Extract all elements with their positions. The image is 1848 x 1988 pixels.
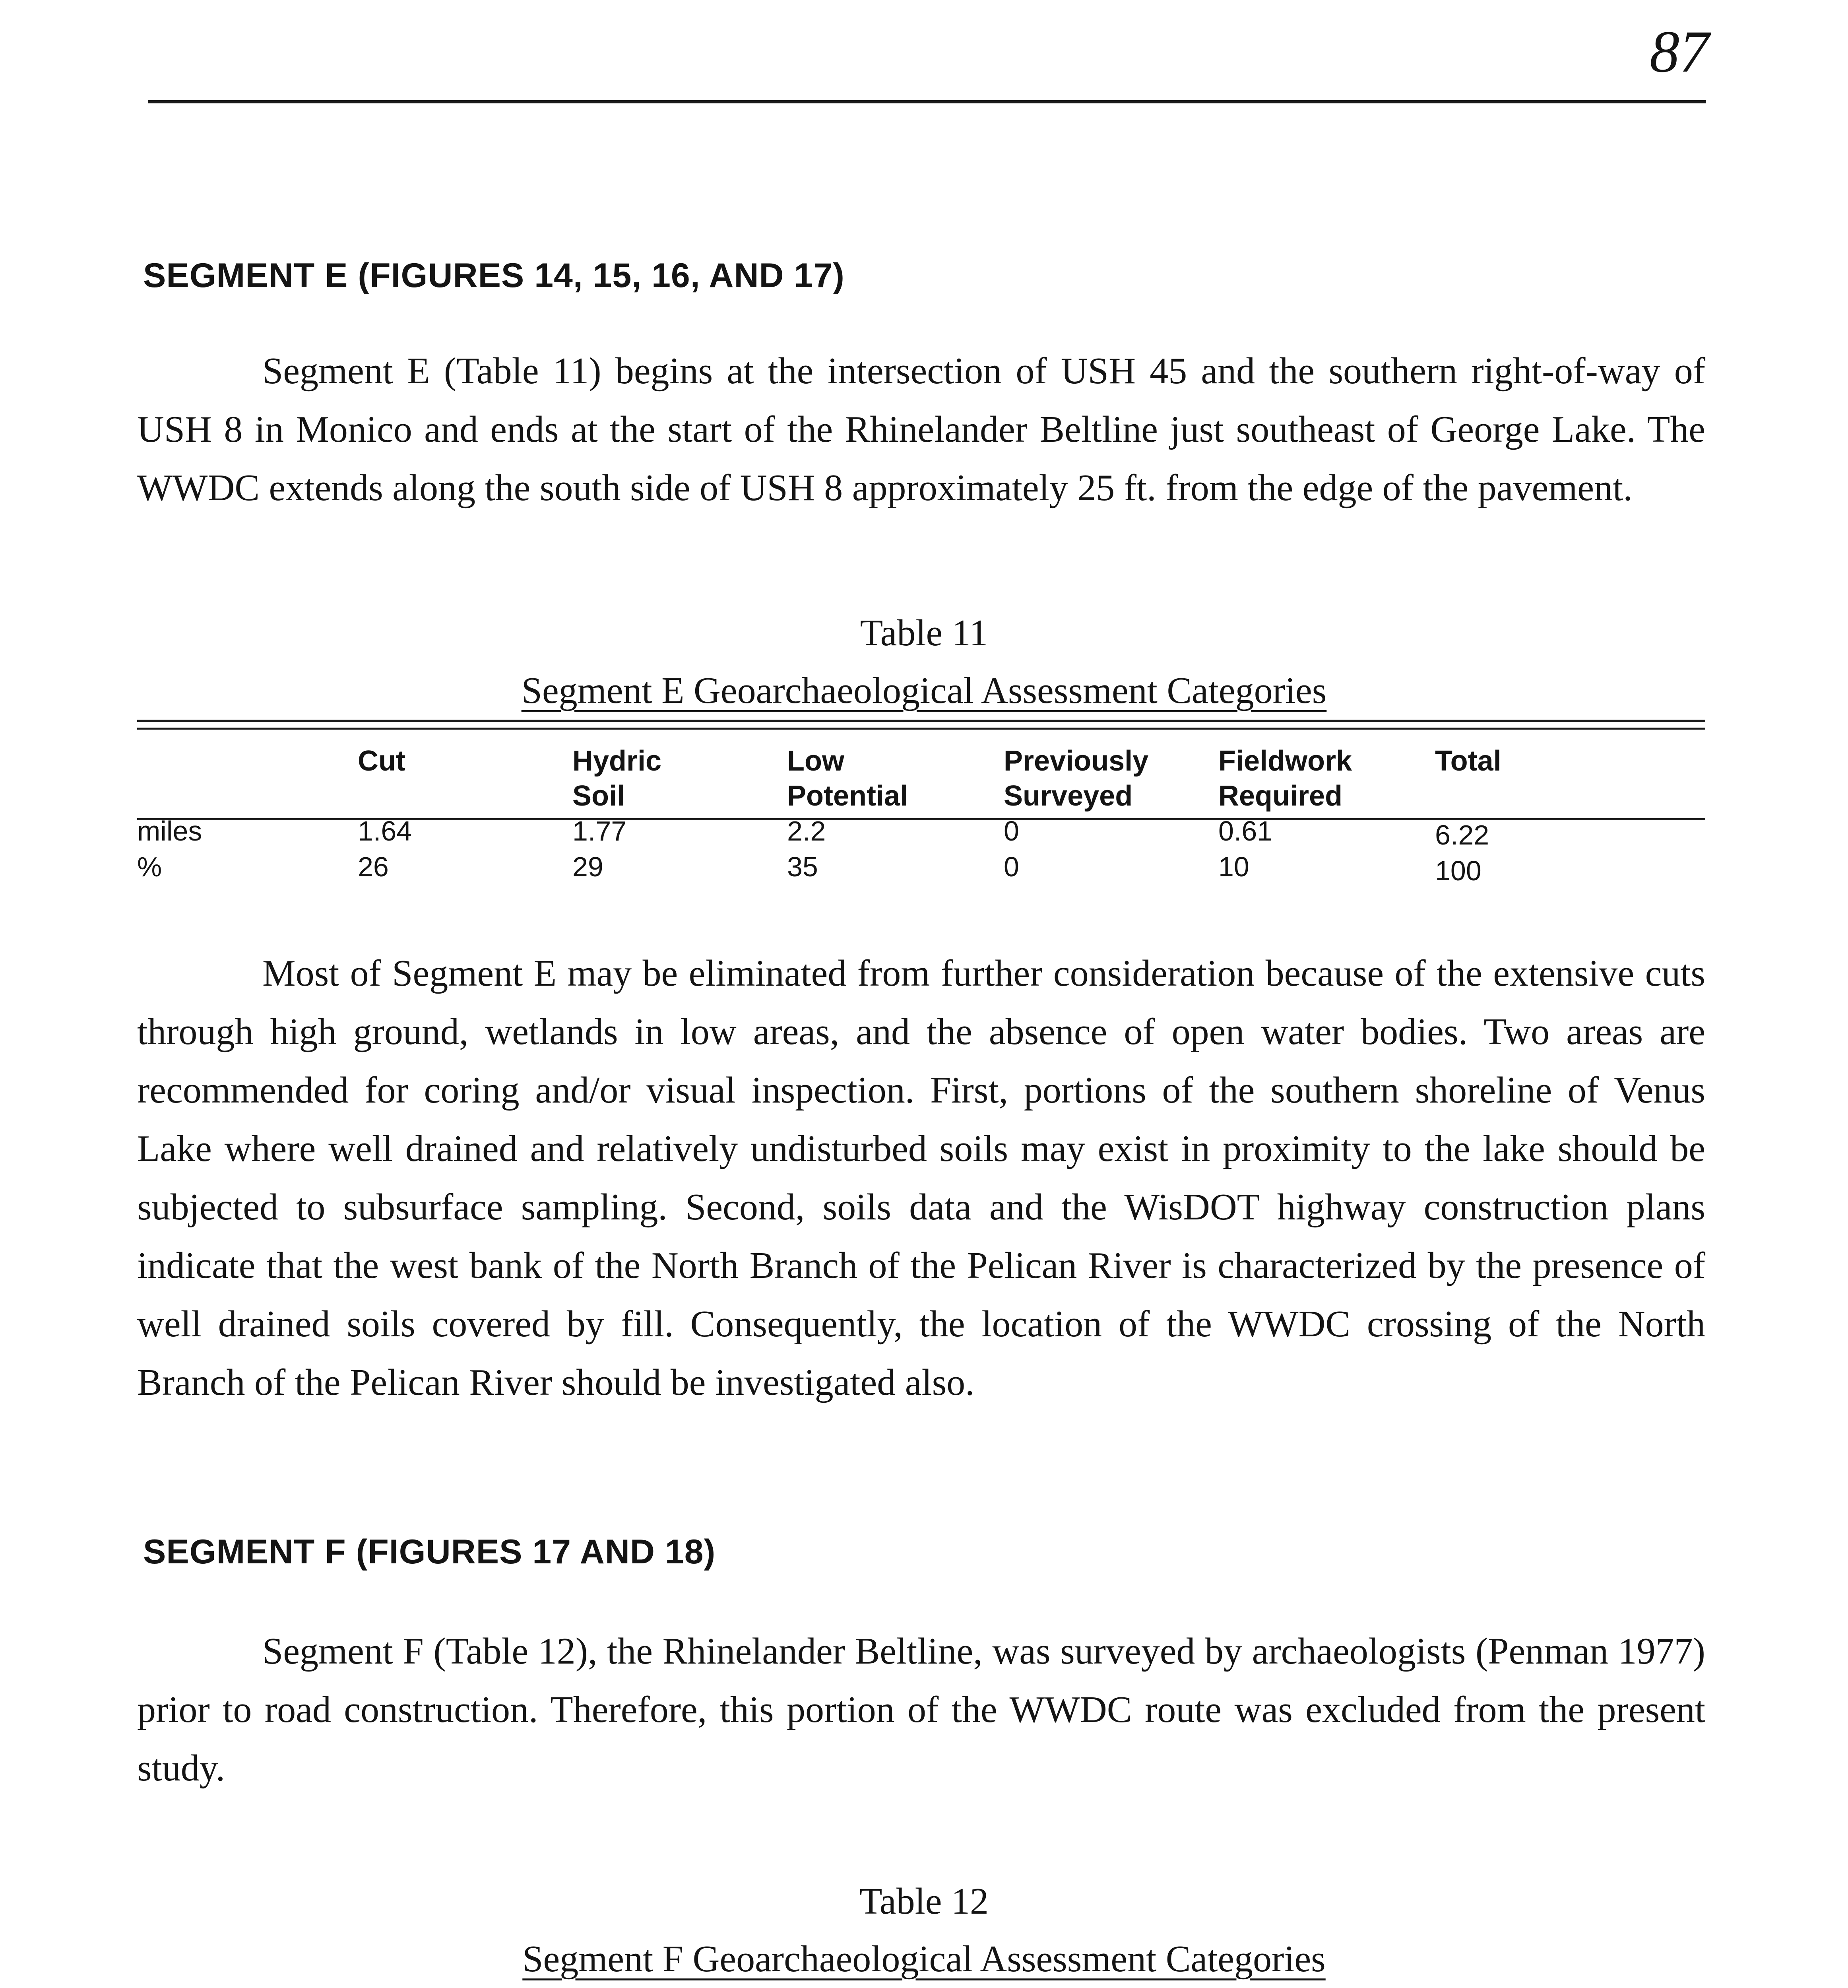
page-number: 87	[1650, 19, 1709, 85]
table-12-title-text: Segment F Geoarchaeological Assessment Categories	[522, 1938, 1326, 1980]
table-11-cell: 29	[572, 851, 603, 882]
table-11-header-fieldwork-required: Fieldwork Required	[1218, 745, 1352, 812]
table-11-header-total: Total	[1435, 745, 1501, 777]
table-11-header-low-potential: Low Potential	[787, 745, 908, 812]
table-11-title	[0, 672, 1848, 709]
segment-e-paragraph-2: Most of Segment E may be eliminated from further consideration because of the extensive cuts through high ground, wetlands in low areas, and the absence of open water bodies. Two areas are recommended for coring and/or visual inspection. First, portions of the southern shoreline of Venus Lake where well drained and relatively undisturbed soils may exist in proximity to the lake should be subjected to subsurface sampling. Second, soils data and the WisDOT highway construction plans indicate that the west bank of the North Branch of the Pelican River is characterized by the presence of well drained soils covered by fill. Consequently, the location of the WWDC crossing of the North Branch of the Pelican River should be investigated also.	[137, 953, 1705, 1403]
table-11-header-previously-surveyed: Previously Surveyed	[1004, 745, 1149, 812]
table-11-cell: 1.64	[358, 815, 412, 846]
segment-e-heading: SEGMENT E (FIGURES 14, 15, 16, AND 17)	[143, 256, 845, 295]
header-rule	[148, 100, 1706, 103]
table-11-cell: 0.61	[1218, 815, 1273, 846]
table-11-caption: Table 11	[860, 612, 988, 654]
table-11-header-hydric-soil: Hydric Soil	[572, 745, 662, 812]
table-11-header-cut: Cut	[358, 745, 405, 777]
table-11-cell: 6.22	[1435, 819, 1489, 850]
table-11-row-label: %	[137, 851, 162, 882]
table-12-row-percent	[0, 1980, 1848, 1988]
table-11-cell: 2.2	[787, 815, 826, 846]
table-11-cell: 0	[1004, 815, 1019, 846]
table-12-title	[0, 1940, 1848, 1978]
table-11-row-label: miles	[137, 815, 202, 846]
segment-f-paragraph-1: Segment F (Table 12), the Rhinelander Beltline, was surveyed by archaeologists (Penman 1977) prior to road construction. Therefore, this portion of the WWDC route was excluded from the present study.	[137, 1631, 1705, 1789]
table-12	[0, 1980, 1848, 1988]
segment-e-paragraph-1: Segment E (Table 11) begins at the intersection of USH 45 and the southern right-of-way of USH 8 in Monico and ends at the start of the Rhinelander Beltline just southeast of George Lake. The WWDC extends along the south side of USH 8 approximately 25 ft. from the edge of the pavement.	[137, 350, 1705, 509]
table-11	[0, 712, 1848, 934]
table-11-cell: 0	[1004, 851, 1019, 882]
table-11-cell: 35	[787, 851, 818, 882]
table-12-caption: Table 12	[859, 1881, 989, 1922]
table-11-row-percent	[0, 712, 1848, 950]
segment-f-heading: SEGMENT F (FIGURES 17 AND 18)	[143, 1533, 716, 1571]
table-11-cell: 1.77	[572, 815, 627, 846]
table-11-cell: 10	[1218, 851, 1249, 882]
table-11-title-text: Segment E Geoarchaeological Assessment Categories	[521, 670, 1327, 711]
table-11-cell: 26	[358, 851, 389, 882]
table-11-cell: 100	[1435, 855, 1482, 886]
